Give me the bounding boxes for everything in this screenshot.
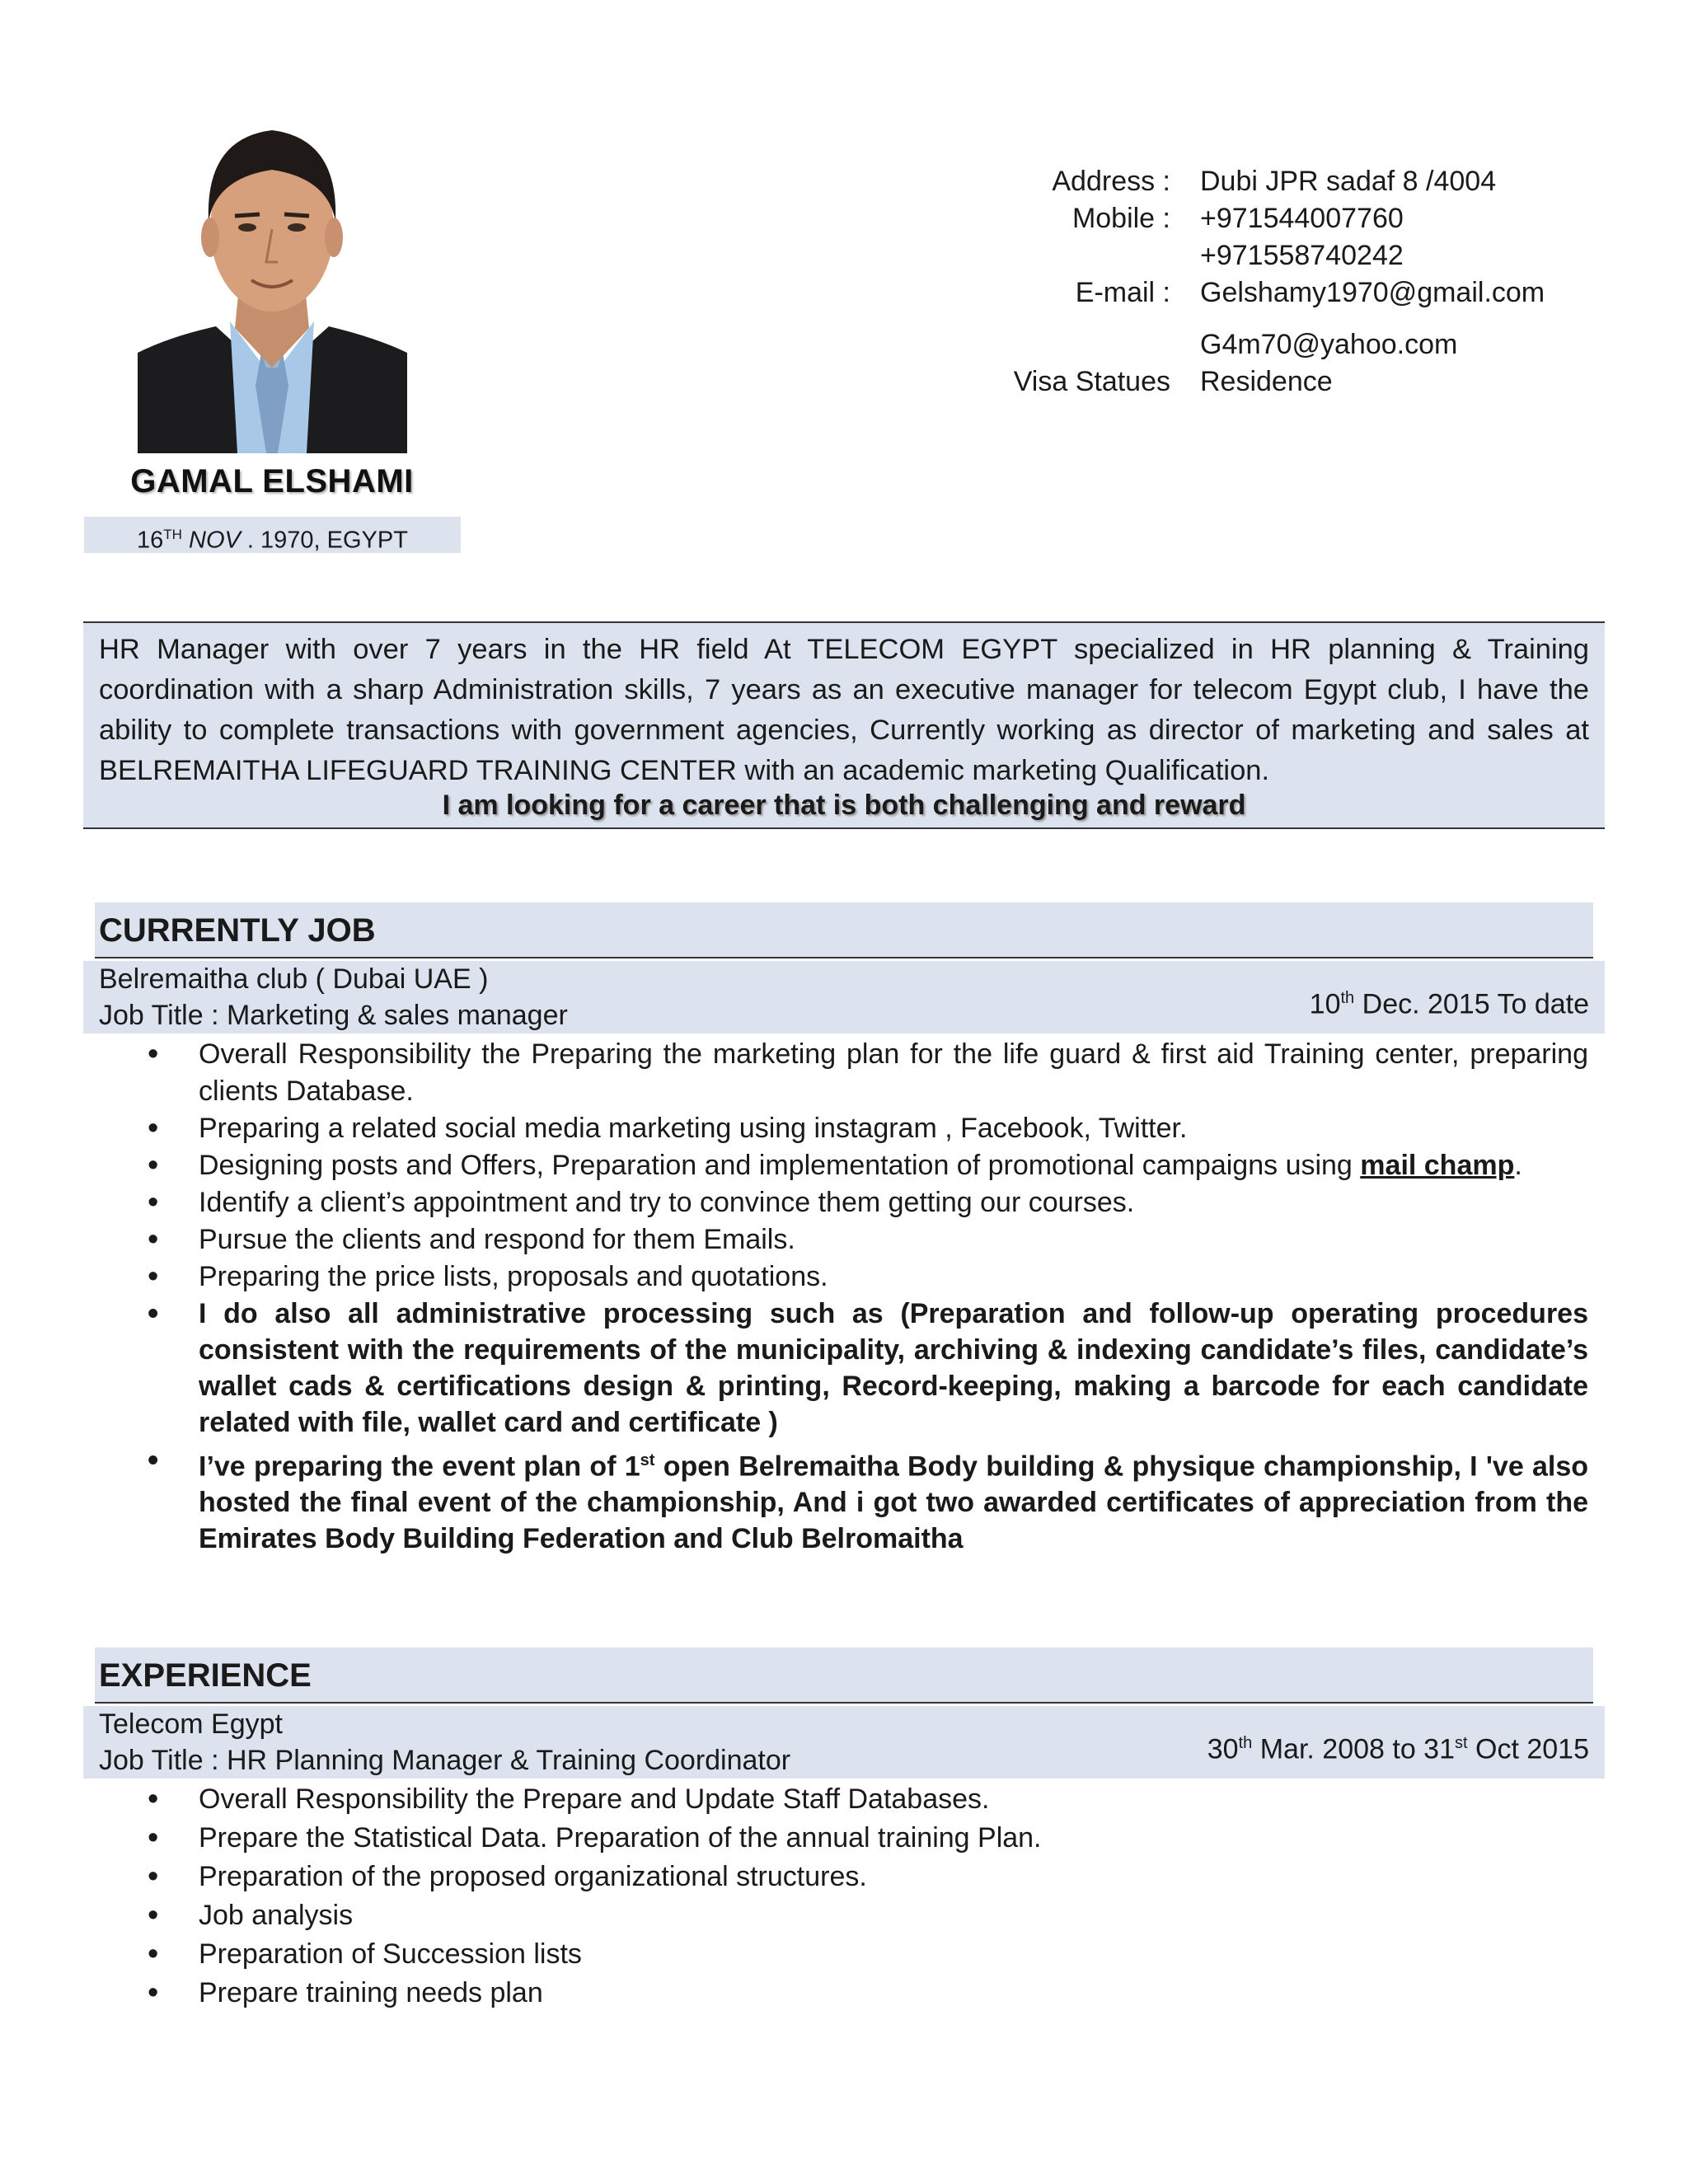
email-value-2[interactable]: G4m70@yahoo.com bbox=[1200, 329, 1458, 360]
experience-company: Telecom Egypt bbox=[99, 1708, 283, 1740]
current-job-dates: 10th Dec. 2015 To date bbox=[1309, 988, 1589, 1020]
visa-value: Residence bbox=[1200, 366, 1333, 397]
list-item: • I’ve preparing the event plan of 1st open Belremaitha Body building & physique championship, I 've also hosted the final event of the championship, And i got two awarded certificates of appreciation from the Emirates Body Building Federation and Club Belromaitha bbox=[0, 1442, 1588, 1557]
experience-bar bbox=[83, 1706, 1605, 1779]
mobile-row bbox=[948, 200, 1607, 237]
visa-label: Visa Statues bbox=[1013, 366, 1170, 397]
experience-dates: 30th Mar. 2008 to 31st Oct 2015 bbox=[1207, 1733, 1589, 1765]
dob-rest: . 1970, EGYPT bbox=[240, 527, 408, 554]
email-row-2 bbox=[948, 326, 1607, 363]
list-item: • Job analysis bbox=[0, 1897, 1588, 1934]
birth-info bbox=[84, 517, 461, 553]
list-item: • Overall Responsibility the Preparing the marketing plan for the life guard & first aid Training center, preparing clients Database. bbox=[0, 1036, 1588, 1110]
email-row bbox=[948, 274, 1607, 312]
dob-suffix: TH bbox=[163, 527, 182, 542]
mail-champ-link[interactable]: mail champ bbox=[1360, 1150, 1515, 1181]
list-item: • Prepare the Statistical Data. Preparation of the annual training Plan. bbox=[0, 1820, 1588, 1857]
address-label: Address : bbox=[1052, 166, 1170, 197]
career-tagline: I am looking for a career that is both challenging and reward bbox=[442, 790, 1246, 821]
candidate-name: GAMAL ELSHAMI bbox=[130, 463, 414, 499]
summary-text: HR Manager with over 7 years in the HR field At TELECOM EGYPT specialized in HR planning & Training coordination with a sharp Administration skills, 7 years as an executive manager for telecom Egypt club, I have the ability to complete transactions with government agencies, Currently working as director of marketing and sales at BELREMAITHA LIFEGUARD TRAINING CENTER with an academic marketing Qualification. bbox=[99, 634, 1589, 786]
list-item: • Preparing the price lists, proposals and quotations. bbox=[0, 1258, 1588, 1296]
experience-duties bbox=[0, 1781, 1588, 2013]
mobile-row-2 bbox=[948, 237, 1607, 274]
experience-heading: EXPERIENCE bbox=[95, 1647, 1593, 1704]
experience-job-title: Job Title : HR Planning Manager & Training Coordinator bbox=[99, 1745, 791, 1776]
current-job-bar bbox=[83, 961, 1605, 1033]
address-value: Dubi JPR sadaf 8 /4004 bbox=[1200, 166, 1497, 197]
dob-day: 16 bbox=[137, 527, 164, 554]
mobile-value-2: +971558740242 bbox=[1200, 240, 1404, 271]
contact-block bbox=[948, 163, 1607, 401]
current-job-heading: CURRENTLY JOB bbox=[95, 902, 1593, 958]
list-item: • Pursue the clients and respond for them Emails. bbox=[0, 1221, 1588, 1258]
list-item: • I do also all administrative processing such as (Preparation and follow-up operating procedures consistent with the requirements of the municipality, archiving & indexing candidate’s files, candidate’s wallet cads & certifications design & printing, Record-keeping, making a barcode for each candidate related with file, wallet card and certificate ) bbox=[0, 1296, 1588, 1441]
mobile-value-1: +971544007760 bbox=[1200, 203, 1404, 234]
address-row bbox=[948, 163, 1607, 200]
dob-month: NOV bbox=[189, 527, 241, 554]
current-job-title: Job Title : Marketing & sales manager bbox=[99, 1000, 568, 1031]
email-label: E-mail : bbox=[1075, 277, 1170, 308]
list-item: • Prepare training needs plan bbox=[0, 1975, 1588, 2012]
list-item: • Preparing a related social media marketing using instagram , Facebook, Twitter. bbox=[0, 1110, 1588, 1147]
summary-box bbox=[83, 621, 1605, 829]
current-job-duties bbox=[0, 1036, 1588, 1557]
visa-row bbox=[948, 363, 1607, 401]
mobile-label: Mobile : bbox=[1071, 203, 1170, 234]
list-item: • Preparation of the proposed organizational structures. bbox=[0, 1858, 1588, 1896]
list-item: • Preparation of Succession lists bbox=[0, 1936, 1588, 1973]
list-item: • Overall Responsibility the Prepare and Update Staff Databases. bbox=[0, 1781, 1588, 1818]
email-value-1[interactable]: Gelshamy1970@gmail.com bbox=[1200, 277, 1545, 308]
list-item: • Identify a client’s appointment and try to convince them getting our courses. bbox=[0, 1184, 1588, 1221]
list-item: • Designing posts and Offers, Preparation and implementation of promotional campaigns using mail champ. bbox=[0, 1147, 1588, 1184]
current-company: Belremaitha club ( Dubai UAE ) bbox=[99, 963, 489, 995]
profile-photo bbox=[138, 105, 407, 453]
